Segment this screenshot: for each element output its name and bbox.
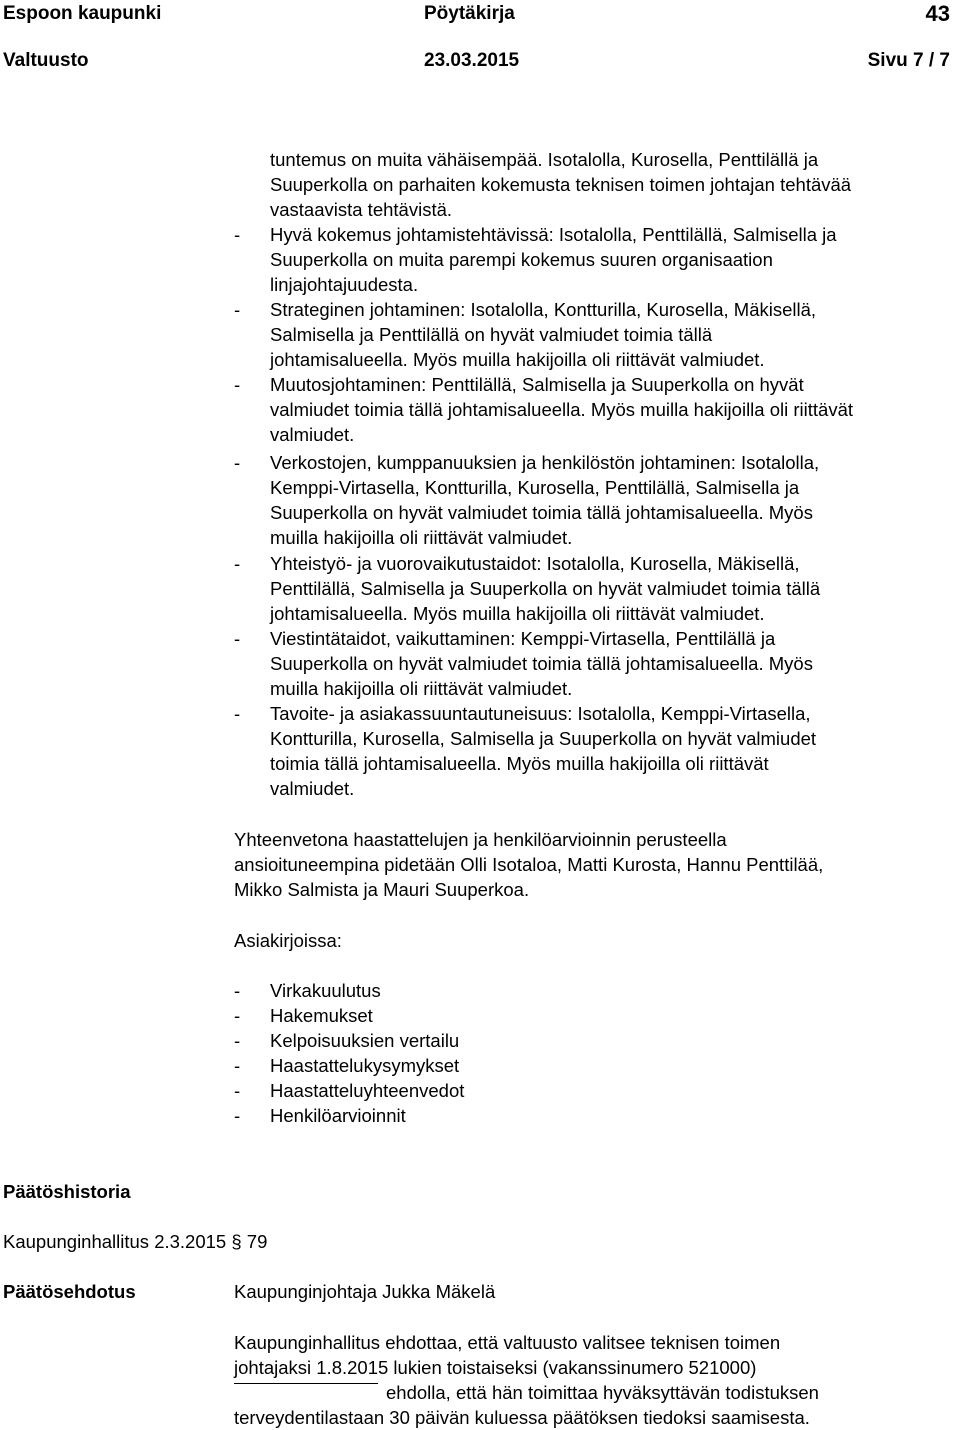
bullet-line: Muutosjohtaminen: Penttilällä, Salmisella ja Suuperkolla on hyvät — [270, 374, 804, 395]
bullet-line: valmiudet. — [270, 424, 355, 445]
decision-history-entry: Kaupunginhallitus 2.3.2015 § 79 — [3, 1231, 268, 1252]
bullet-dash: - — [234, 1105, 241, 1126]
document-item: Hakemukset — [270, 1005, 373, 1026]
bullet-line: Viestintätaidot, vaikuttaminen: Kemppi-Virtasella, Penttilällä ja — [270, 628, 776, 649]
bullet-dash: - — [234, 703, 241, 724]
bullet-dash: - — [234, 980, 241, 1001]
bullet-dash: - — [234, 553, 241, 574]
blank-fill-line — [234, 1383, 378, 1384]
bullet-line: Suuperkolla on hyvät valmiudet toimia tällä johtamisalueella. Myös — [270, 502, 813, 523]
bullet-dash: - — [234, 1005, 241, 1026]
bullet-line: valmiudet. — [270, 778, 355, 799]
bullet-dash: - — [234, 1080, 241, 1101]
bullet-line: toimia tällä johtamisalueella. Myös muilla hakijoilla oli riittävät — [270, 753, 769, 774]
proposal-author: Kaupunginjohtaja Jukka Mäkelä — [234, 1281, 496, 1302]
bullet-line: Strateginen johtaminen: Isotalolla, Kontturilla, Kurosella, Mäkisellä, — [270, 299, 817, 320]
summary-line: Yhteenvetona haastattelujen ja henkilöarvioinnin perusteella — [234, 829, 727, 850]
bullet-dash: - — [234, 628, 241, 649]
bullet-line: Tavoite- ja asiakassuuntautuneisuus: Isotalolla, Kemppi-Virtasella, — [270, 703, 811, 724]
body-line: vastaavista tehtävistä. — [270, 199, 453, 220]
bullet-dash: - — [234, 1055, 241, 1076]
document-item: Virkakuulutus — [270, 980, 381, 1001]
summary-line: Mikko Salmista ja Mauri Suuperkoa. — [234, 879, 530, 900]
bullet-line: Yhteistyö- ja vuorovaikutustaidot: Isotalolla, Kurosella, Mäkisellä, — [270, 553, 800, 574]
document-item: Henkilöarvioinnit — [270, 1105, 406, 1126]
bullet-dash: - — [234, 452, 241, 473]
body-line: tuntemus on muita vähäisempää. Isotalolla, Kurosella, Penttilällä ja — [270, 149, 819, 170]
proposal-label: Päätösehdotus — [3, 1281, 136, 1302]
bullet-line: muilla hakijoilla oli riittävät valmiudet. — [270, 678, 573, 699]
bullet-line: johtamisalueella. Myös muilla hakijoilla oli riittävät valmiudet. — [270, 349, 765, 370]
bullet-dash: - — [234, 374, 241, 395]
header-date: 23.03.2015 — [424, 50, 520, 71]
bullet-line: Penttilällä, Salmisella ja Suuperkolla on hyvät valmiudet toimia tällä — [270, 578, 821, 599]
header-doc-type: Pöytäkirja — [424, 3, 515, 24]
header-page: Sivu 7 / 7 — [867, 50, 950, 71]
bullet-dash: - — [234, 1030, 241, 1051]
bullet-line: Suuperkolla on hyvät valmiudet toimia tällä johtamisalueella. Myös — [270, 653, 813, 674]
bullet-line: Kemppi-Virtasella, Kontturilla, Kurosella, Penttilällä, Salmisella ja — [270, 477, 800, 498]
summary-line: ansioituneempina pidetään Olli Isotaloa, Matti Kurosta, Hannu Penttilää, — [234, 854, 824, 875]
bullet-line: muilla hakijoilla oli riittävät valmiudet. — [270, 527, 573, 548]
decision-history-heading: Päätöshistoria — [3, 1181, 131, 1202]
bullet-line: Salmisella ja Penttilällä on hyvät valmiudet toimia tällä — [270, 324, 713, 345]
bullet-line: johtamisalueella. Myös muilla hakijoilla oli riittävät valmiudet. — [270, 603, 765, 624]
header-item-number: 43 — [925, 1, 950, 26]
header-body: Valtuusto — [3, 50, 89, 71]
proposal-line: terveydentilastaan 30 päivän kuluessa päätöksen tiedoksi saamisesta. — [234, 1407, 810, 1428]
documents-heading: Asiakirjoissa: — [234, 930, 342, 951]
document-item: Haastatteluyhteenvedot — [270, 1080, 465, 1101]
bullet-dash: - — [234, 299, 241, 320]
bullet-line: linjajohtajuudesta. — [270, 274, 419, 295]
document-item: Haastattelukysymykset — [270, 1055, 460, 1076]
bullet-line: Verkostojen, kumppanuuksien ja henkilöstön johtaminen: Isotalolla, — [270, 452, 820, 473]
proposal-line: ehdolla, että hän toimittaa hyväksyttävän todistuksen — [386, 1382, 819, 1403]
bullet-line: valmiudet toimia tällä johtamisalueella. Myös muilla hakijoilla oli riittävät — [270, 399, 853, 420]
body-line: Suuperkolla on parhaiten kokemusta teknisen toimen johtajan tehtävää — [270, 174, 852, 195]
proposal-line: Kaupunginhallitus ehdottaa, että valtuusto valitsee teknisen toimen — [234, 1332, 781, 1353]
bullet-line: Hyvä kokemus johtamistehtävissä: Isotalolla, Penttilällä, Salmisella ja — [270, 224, 837, 245]
document-item: Kelpoisuuksien vertailu — [270, 1030, 460, 1051]
bullet-line: Kontturilla, Kurosella, Salmisella ja Suuperkolla on hyvät valmiudet — [270, 728, 817, 749]
header-org: Espoon kaupunki — [3, 3, 162, 24]
bullet-line: Suuperkolla on muita parempi kokemus suuren organisaation — [270, 249, 773, 270]
proposal-line: johtajaksi 1.8.2015 lukien toistaiseksi (vakanssinumero 521000) — [234, 1357, 757, 1378]
bullet-dash: - — [234, 224, 241, 245]
